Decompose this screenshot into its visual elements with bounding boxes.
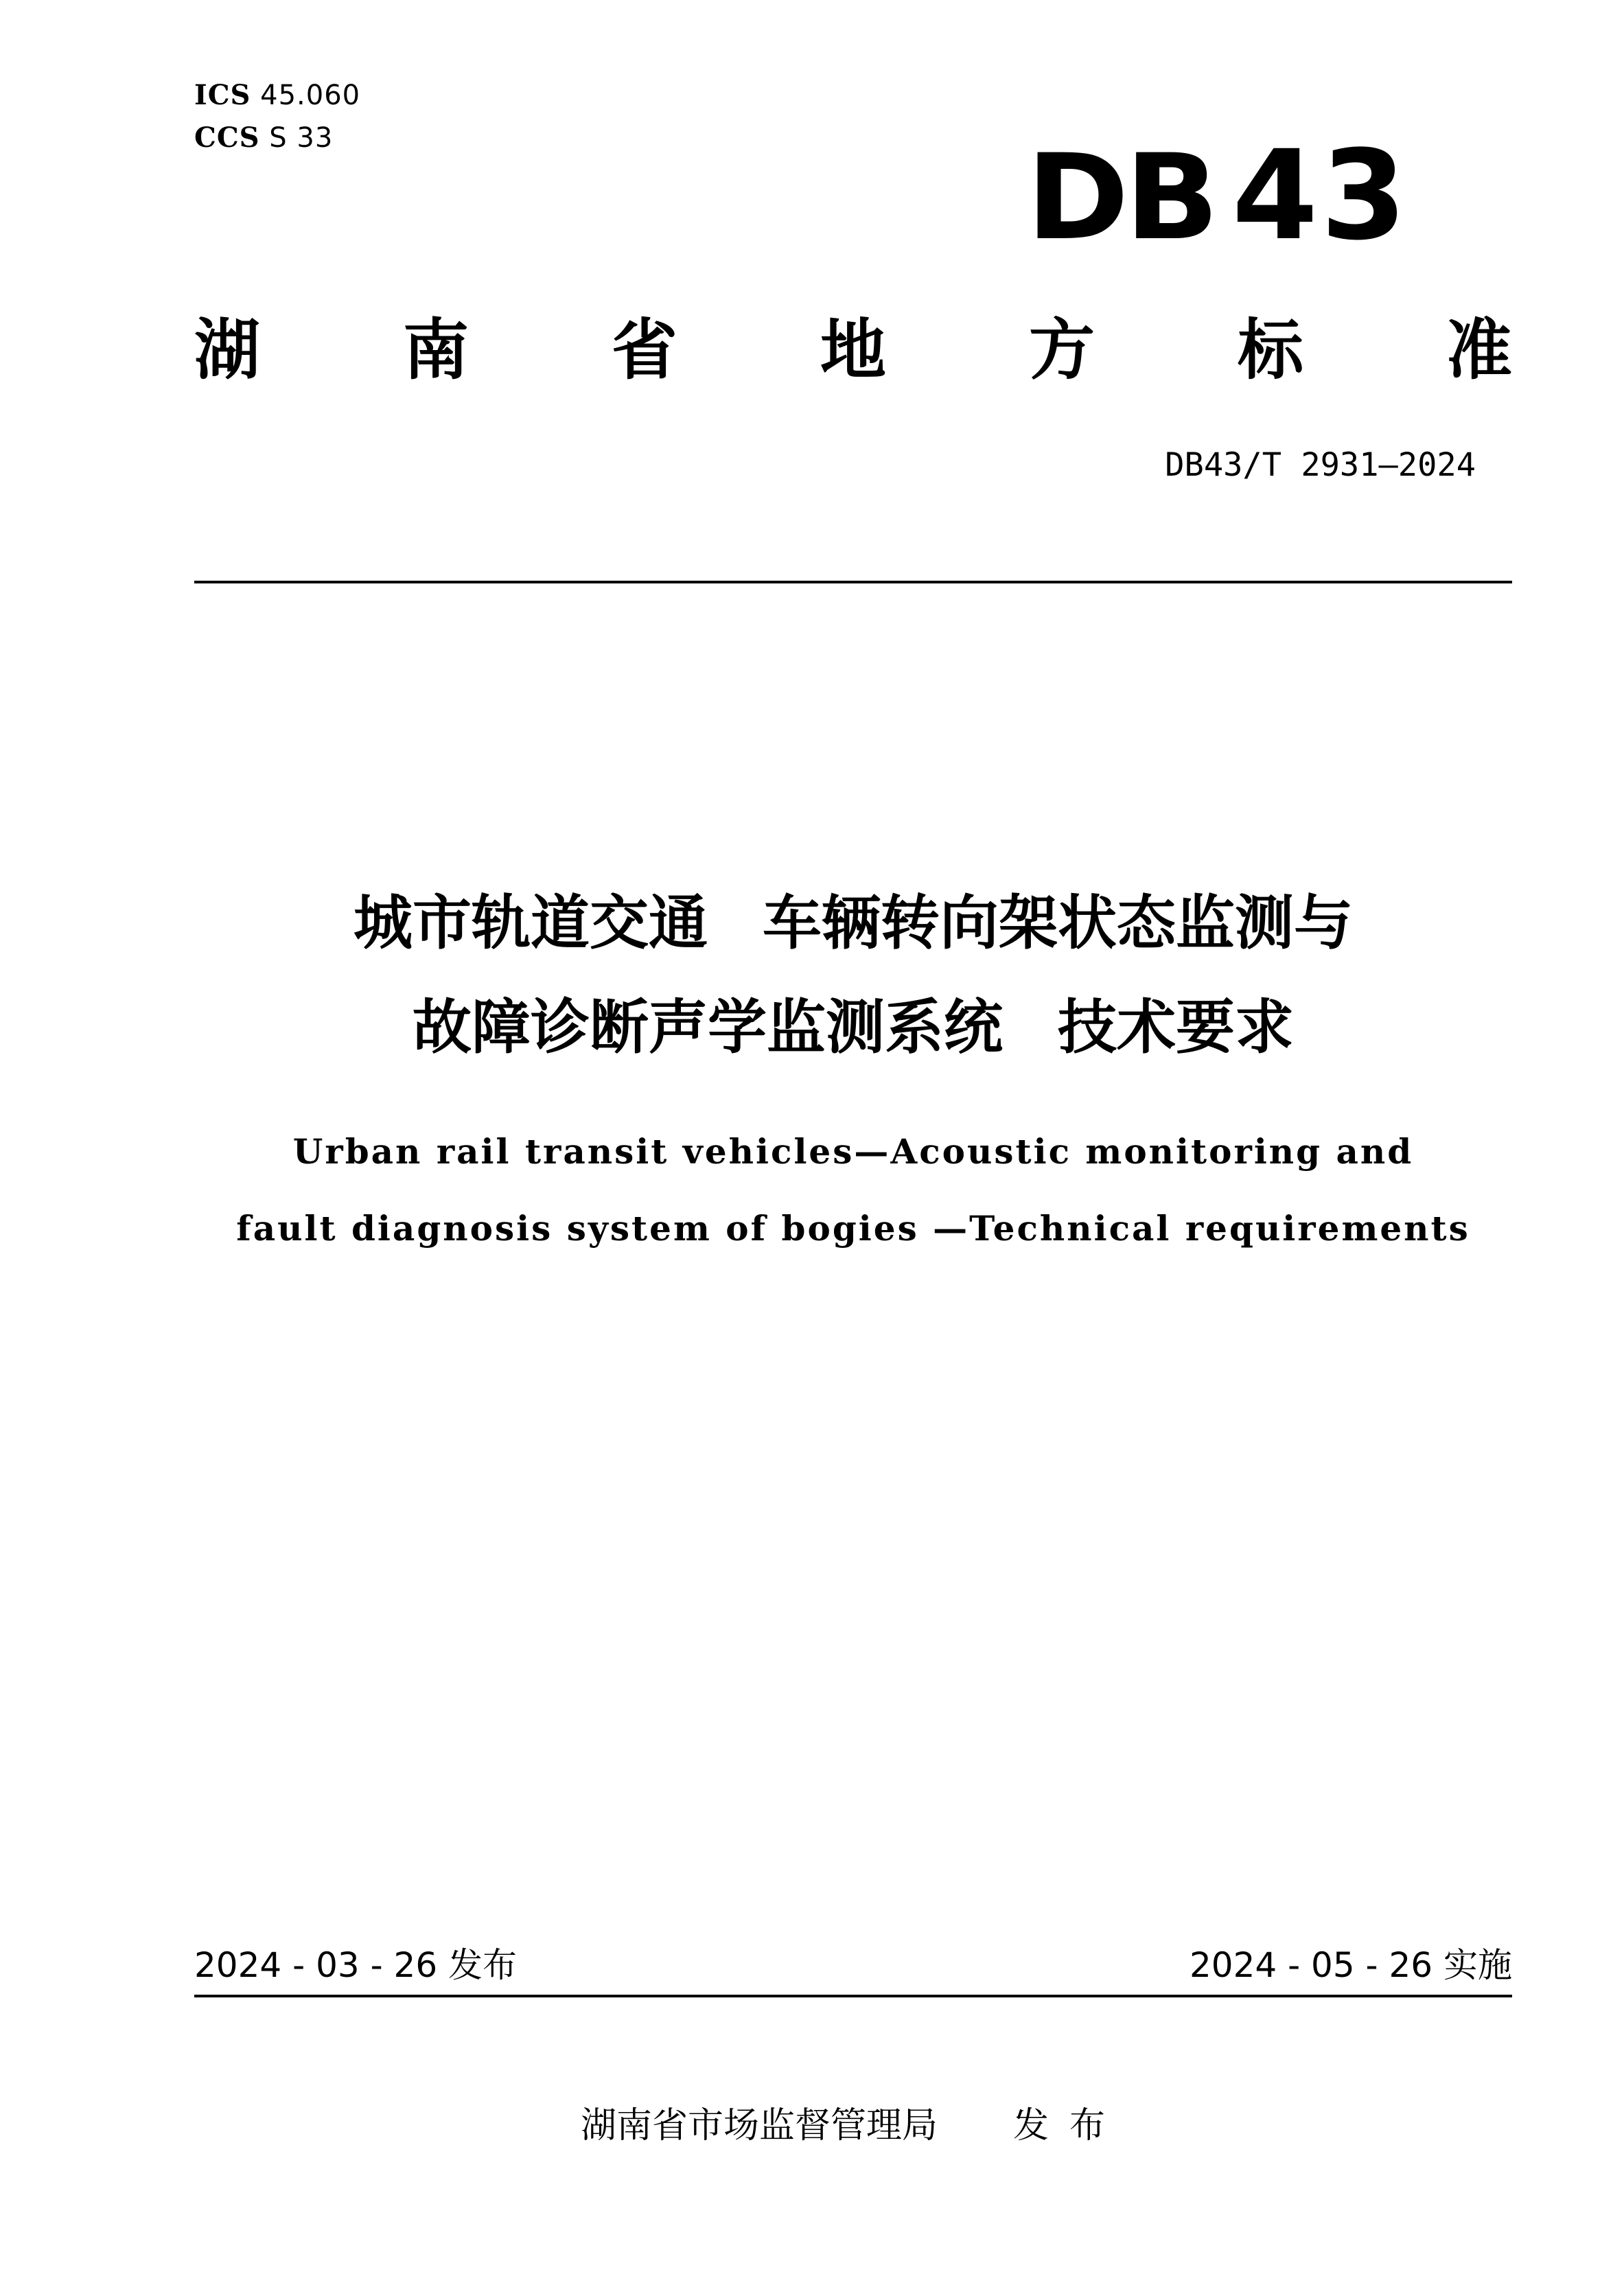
title-cn-line-2	[126, 990, 1581, 1065]
category-char: 准	[1446, 312, 1512, 389]
title-cn-line-1-part-1: 城市轨道交通	[353, 889, 708, 958]
title-cn-line-2-part-1: 故障诊断声学监测系统	[413, 993, 1003, 1062]
logo-number: 43	[1231, 124, 1410, 268]
title-cn-line-1	[126, 885, 1581, 961]
implement-date: 2024 - 05 - 26 实施	[1189, 1945, 1512, 1985]
top-divider	[194, 581, 1512, 583]
bottom-divider	[194, 1995, 1512, 1997]
ccs-value: S 33	[269, 122, 334, 154]
category-char: 标	[1238, 312, 1303, 389]
logo-letters: DB	[1026, 128, 1215, 266]
title-en-line-1: Urban rail transit vehicles—Acoustic monitoring and	[292, 1131, 1414, 1172]
publish-date: 2024 - 03 - 26 发布	[194, 1945, 518, 1985]
publisher	[126, 2102, 1581, 2150]
category-char: 地	[820, 312, 886, 389]
classification-codes	[194, 74, 360, 159]
category-char: 南	[403, 312, 469, 389]
standard-number: DB43/T 2931—2024	[1165, 446, 1476, 484]
standard-category	[194, 309, 1512, 391]
title-en-line-2: fault diagnosis system of bogies —Technical requirements	[236, 1208, 1470, 1249]
db43-logo	[1026, 124, 1410, 268]
ics-code	[194, 74, 360, 117]
category-char: 湖	[194, 312, 260, 389]
publisher-action: 发布	[1013, 2105, 1126, 2146]
title-cn-line-1-part-2: 车辆转向架状态监测与	[763, 889, 1353, 958]
ics-value: 45.060	[260, 80, 361, 111]
ics-label: ICS	[194, 79, 251, 111]
publisher-name: 湖南省市场监督管理局	[580, 2105, 938, 2146]
category-char: 方	[1029, 312, 1095, 389]
ccs-code	[194, 117, 360, 159]
ccs-label: CCS	[194, 121, 260, 154]
title-cn-line-2-part-2: 技术要求	[1058, 993, 1294, 1062]
category-char: 省	[612, 312, 677, 389]
